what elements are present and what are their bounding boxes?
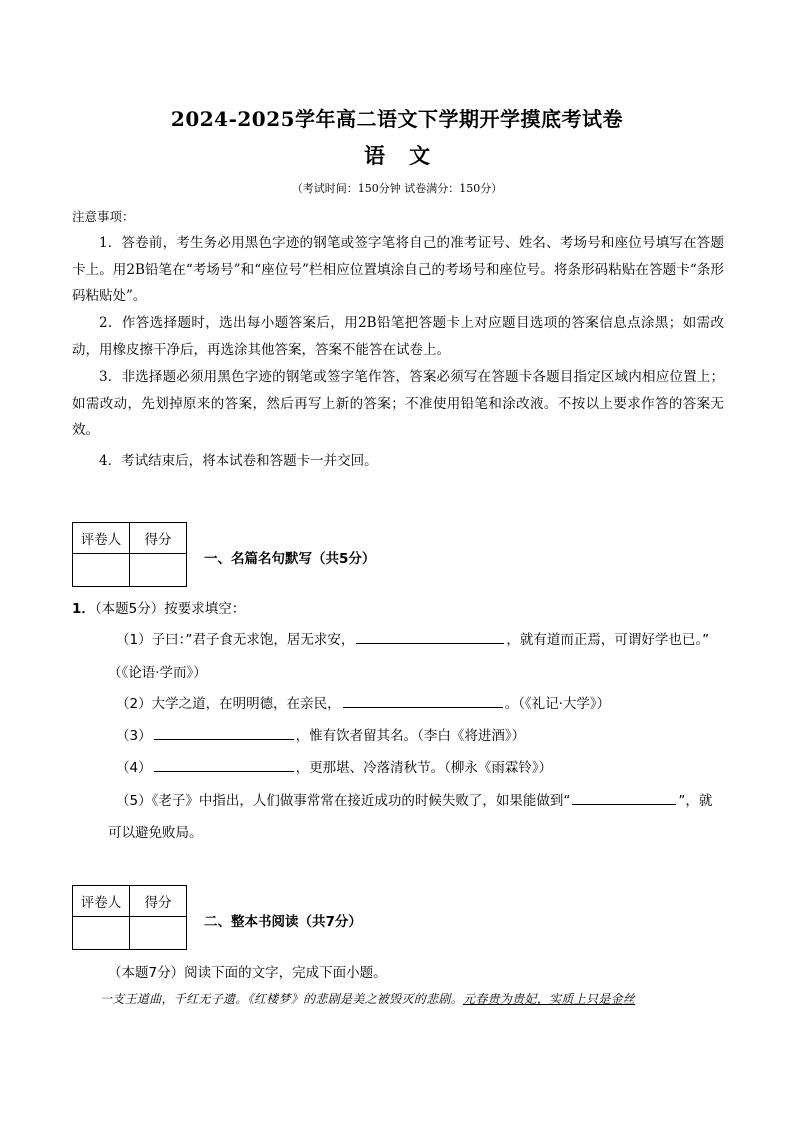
passage-text: 一支王道曲，千红无子遗。《红楼梦》的悲剧是美之被毁灭的悲剧。 bbox=[100, 992, 464, 1006]
item-5-prefix: （5）《老子》中指出，人们做事常常在接近成功的时候失败了，如果能做到“ bbox=[116, 793, 571, 809]
grader-cell[interactable] bbox=[73, 917, 130, 950]
item-2-prefix: （2）大学之道，在明明德，在亲民， bbox=[116, 696, 341, 712]
question-intro-text: （本题5分）按要求填空： bbox=[94, 601, 246, 617]
exam-info: （考试时间：150分钟 试卷满分：150分） bbox=[291, 182, 503, 195]
blank-item-2 bbox=[116, 692, 610, 712]
answer-blank-1[interactable] bbox=[356, 629, 504, 644]
score-label: 得分 bbox=[130, 523, 187, 554]
answer-blank-5[interactable] bbox=[572, 790, 676, 805]
blank-item-5 bbox=[116, 789, 712, 809]
question-1-intro bbox=[72, 597, 245, 617]
grader-cell[interactable] bbox=[73, 554, 130, 587]
subject-title: 语文 bbox=[364, 143, 454, 168]
blank-item-4 bbox=[116, 756, 552, 776]
item-5-continuation: 可以避免败局。 bbox=[108, 825, 203, 841]
item-5-suffix: ”，就 bbox=[678, 793, 713, 809]
note-item-2: 2．作答选择题时，选出每小题答案后，用2B铅笔把答题卡上对应题目选项的答案信息点涂黑；如需改动，用橡皮擦干净后，再选涂其他答案，答案不能答在试卷上。 bbox=[72, 315, 724, 358]
page-title: 2024-2025学年高二语文下学期开学摸底考试卷 bbox=[170, 107, 624, 131]
passage-underlined-text: 元春贵为贵妃，实质上只是金丝 bbox=[463, 992, 636, 1006]
item-4-prefix: （4） bbox=[116, 760, 152, 776]
item-1-source: （《论语·学而》） bbox=[108, 665, 207, 681]
notes-title: 注意事项： bbox=[72, 209, 135, 224]
note-item-4: 4．考试结束后，将本试卷和答题卡一并交回。 bbox=[99, 453, 378, 469]
grader-label: 评卷人 bbox=[73, 523, 130, 554]
blank-item-1 bbox=[116, 628, 709, 648]
item-1-prefix: （1）子曰：”君子食无求饱，居无求安， bbox=[116, 632, 355, 648]
section1-title: 一、名篇名句默写（共5分） bbox=[204, 551, 376, 567]
score-cell[interactable] bbox=[130, 554, 187, 587]
score-table-2 bbox=[72, 885, 187, 950]
blank-item-3 bbox=[116, 724, 525, 744]
grader-label: 评卷人 bbox=[73, 886, 130, 917]
item-3-suffix: ，惟有饮者留其名。（李白《将进酒》） bbox=[295, 728, 526, 744]
item-3-prefix: （3） bbox=[116, 728, 152, 744]
score-table-1 bbox=[72, 522, 187, 587]
reading-passage bbox=[100, 990, 635, 1007]
note-item-1: 1．答卷前，考生务必用黑色字迹的钢笔或签字笔将自己的准考证号、姓名、考场号和座位号填写在答题卡上。用2B铅笔在“考场号”和“座位号”栏相应位置填涂自己的考场号和座位号。将条形码粘贴在答题卡“条形码粘贴处”。 bbox=[72, 235, 724, 304]
item-2-suffix: 。（《礼记·大学》） bbox=[504, 696, 611, 712]
score-label: 得分 bbox=[130, 886, 187, 917]
answer-blank-3[interactable] bbox=[154, 725, 294, 740]
note-item-3: 3．非选择题必须用黑色字迹的钢笔或签字笔作答，答案必须写在答题卡各题目指定区域内相应位置上；如需改动，先划掉原来的答案，然后再写上新的答案；不准使用铅笔和涂改液。不按以上要求作答的答案无效。 bbox=[72, 369, 724, 438]
question-number: 1． bbox=[72, 601, 95, 617]
score-cell[interactable] bbox=[130, 917, 187, 950]
item-4-suffix: ，更那堪、冷落清秋节。（柳永《雨霖铃》） bbox=[295, 760, 553, 776]
section2-intro: （本题7分）阅读下面的文字，完成下面小题。 bbox=[108, 965, 387, 981]
item-1-suffix: ，就有道而正焉，可谓好学也已。” bbox=[506, 632, 710, 648]
answer-blank-2[interactable] bbox=[343, 693, 503, 708]
section2-title: 二、整本书阅读（共7分） bbox=[204, 914, 362, 930]
answer-blank-4[interactable] bbox=[154, 757, 294, 772]
